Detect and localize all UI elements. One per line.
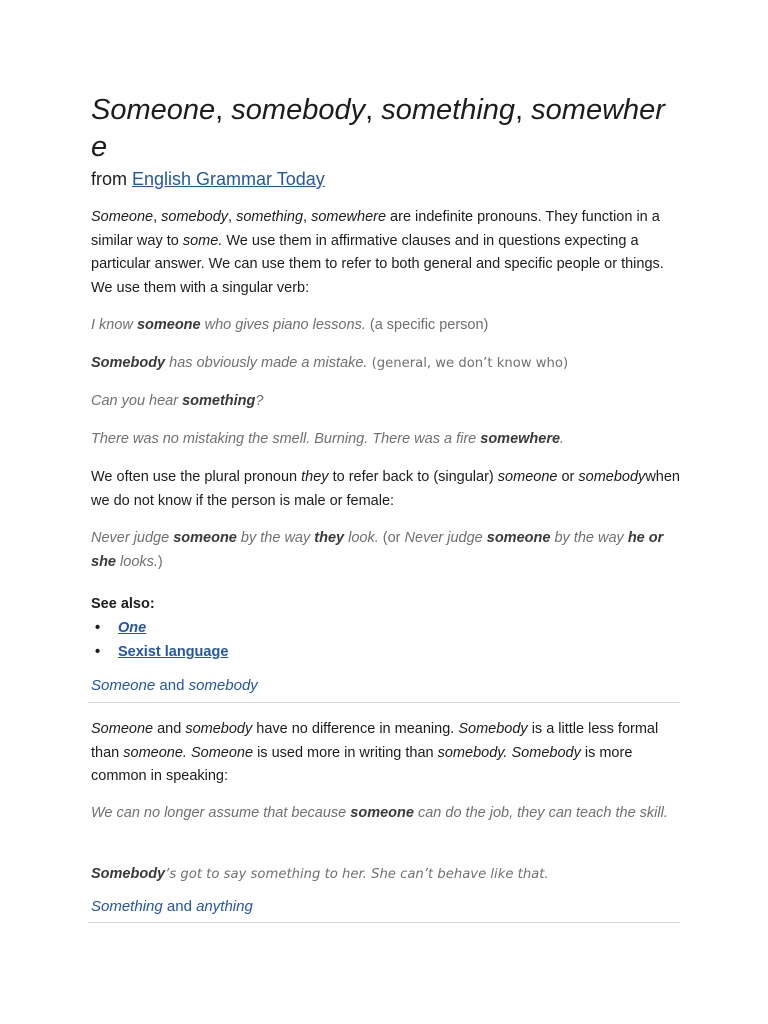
section-paragraph: Someone and somebody have no difference in meaning. Somebody is a little less formal than someone. Someone is used more in writing than somebody. Somebody is more common in speaking: [91, 721, 659, 784]
section-divider [88, 702, 680, 703]
list-item [91, 640, 228, 664]
plural-paragraph: We often use the plural pronoun they to refer back to (singular) someone or somebodywhen we do not know if the person is male or female: [91, 469, 680, 509]
title-word: something [381, 94, 516, 126]
example-sentence: I know someone who gives piano lessons. (a specific person) [91, 317, 489, 333]
section-heading: Someone and somebody [91, 677, 258, 694]
section-divider [88, 922, 680, 923]
bullet-icon: • [95, 644, 101, 660]
example-sentence: There was no mistaking the smell. Burning. There was a fire somewhere. [91, 431, 565, 447]
example-sentence: We can no longer assume that because someone can do the job, they can teach the skill. [91, 805, 668, 821]
example-sentence: Somebody’s got to say something to her. She can’t behave like that. [91, 866, 549, 882]
intro-paragraph: Someone, somebody, something, somewhere are indefinite pronouns. They function in a similar way to some. We use them in affirmative clauses and in questions expecting a particular answer. We can use them to refer to both general and specific people or things. We use them with a singular verb: [91, 209, 664, 296]
list-item [91, 616, 228, 640]
example-sentence: Can you hear something? [91, 393, 264, 409]
see-also-link-one[interactable]: One [118, 620, 147, 636]
source-line: from English Grammar Today [91, 169, 325, 189]
see-also-list [91, 616, 228, 664]
title-word: somebody [231, 94, 366, 126]
example-sentence: Somebody has obviously made a mistake. (general, we don’t know who) [91, 355, 569, 371]
source-link[interactable]: English Grammar Today [132, 169, 325, 189]
title-word: somewhere [91, 94, 665, 163]
page-title: Someone, somebody, something, somewhere [91, 94, 665, 163]
section-heading: Something and anything [91, 898, 253, 915]
bullet-icon: • [95, 620, 101, 636]
example-sentence: Never judge someone by the way they look. (or Never judge someone by the way he or she looks.) [91, 530, 664, 570]
see-also-label: See also: [91, 596, 155, 612]
see-also-link-sexist-language[interactable]: Sexist language [118, 644, 229, 660]
title-word: Someone [91, 94, 216, 126]
